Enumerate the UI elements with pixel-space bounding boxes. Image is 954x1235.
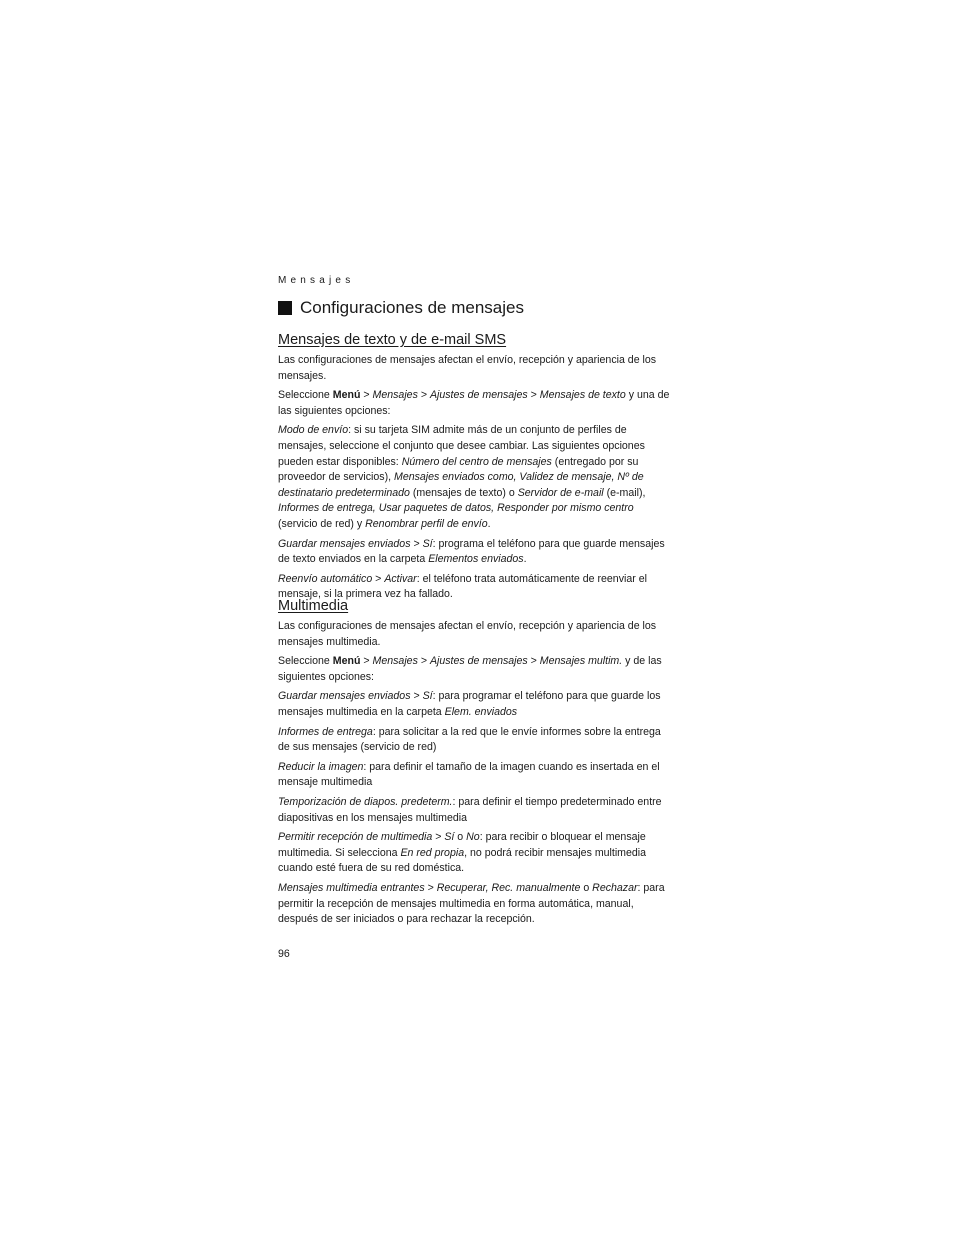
- sms-select-path: Seleccione Menú > Mensajes > Ajustes de mensajes > Mensajes de texto y una de las siguientes opciones:: [278, 389, 670, 417]
- option-guardar-enviados: Guardar mensajes enviados > Sí: programa el teléfono para que guarde mensajes de texto enviados en la carpeta Elementos enviados.: [278, 537, 665, 566]
- section-heading: [278, 298, 524, 318]
- menu-label: Menú: [332, 389, 361, 402]
- menu-label: Menú: [332, 655, 361, 668]
- option-temporizacion: Temporización de diapos. predeterm.: para definir el tiempo predeterminado entre diapositivas en los mensajes multimedia: [278, 795, 662, 824]
- sms-section: [278, 332, 670, 607]
- mms-select-path: Seleccione Menú > Mensajes > Ajustes de mensajes > Mensajes multim. y de las siguientes opciones:: [278, 655, 662, 683]
- running-head: Mensajes: [278, 275, 355, 286]
- option-reducir-imagen: Reducir la imagen: para definir el tamaño de la imagen cuando es insertada en el mensaje multimedia: [278, 760, 660, 789]
- option-informes-entrega: Informes de entrega: para solicitar a la red que le envíe informes sobre la entrega de sus mensajes (servicio de red): [278, 725, 661, 754]
- page-number: 96: [278, 948, 290, 960]
- option-permitir-recepcion: Permitir recepción de multimedia > Sí o No: para recibir o bloquear el mensaje multimedia. Si selecciona En red propia, no podrá recibir mensajes multimedia cuando esté fuera de su red doméstica.: [278, 831, 647, 875]
- option-reenvio-automatico: Reenvío automático > Activar: el teléfono trata automáticamente de reenviar el mensaje, si la primera vez ha fallado.: [278, 572, 647, 601]
- option-mensajes-entrantes: Mensajes multimedia entrantes > Recuperar, Rec. manualmente o Rechazar: para permitir la recepción de mensajes multimedia en forma automática, manual, después de ser iniciados o para rechazar la recepción.: [278, 881, 665, 926]
- mms-intro: Las configuraciones de mensajes afectan el envío, recepción y apariencia de los mensajes multimedia.: [278, 620, 657, 648]
- option-guardar-enviados-mms: Guardar mensajes enviados > Sí: para programar el teléfono para que guarde los mensajes multimedia en la carpeta Elem. enviados: [278, 690, 661, 718]
- mms-heading: Multimedia: [278, 598, 349, 614]
- option-modo-envio: Modo de envío: si su tarjeta SIM admite más de un conjunto de perfiles de mensajes, seleccione el conjunto que desee cambiar. Las siguientes opciones pueden estar disponibles: Número del centro de mensajes (entregado por su proveedor de servicios), Mensajes enviados como, Validez de mensaje, Nº de destinatario predeterminado (mensajes de texto) o Servidor de e-mail (e-mail), Informes de entrega, Usar paquetes de datos, Responder por mismo centro (servicio de red) y Renombrar perfil de envío.: [278, 424, 646, 530]
- sms-heading: Mensajes de texto y de e-mail SMS: [278, 332, 507, 348]
- mms-section: [278, 598, 670, 932]
- square-bullet-icon: [278, 301, 292, 315]
- page-title: Configuraciones de mensajes: [300, 298, 524, 317]
- sms-intro: Las configuraciones de mensajes afectan el envío, recepción y apariencia de los mensajes.: [278, 354, 657, 382]
